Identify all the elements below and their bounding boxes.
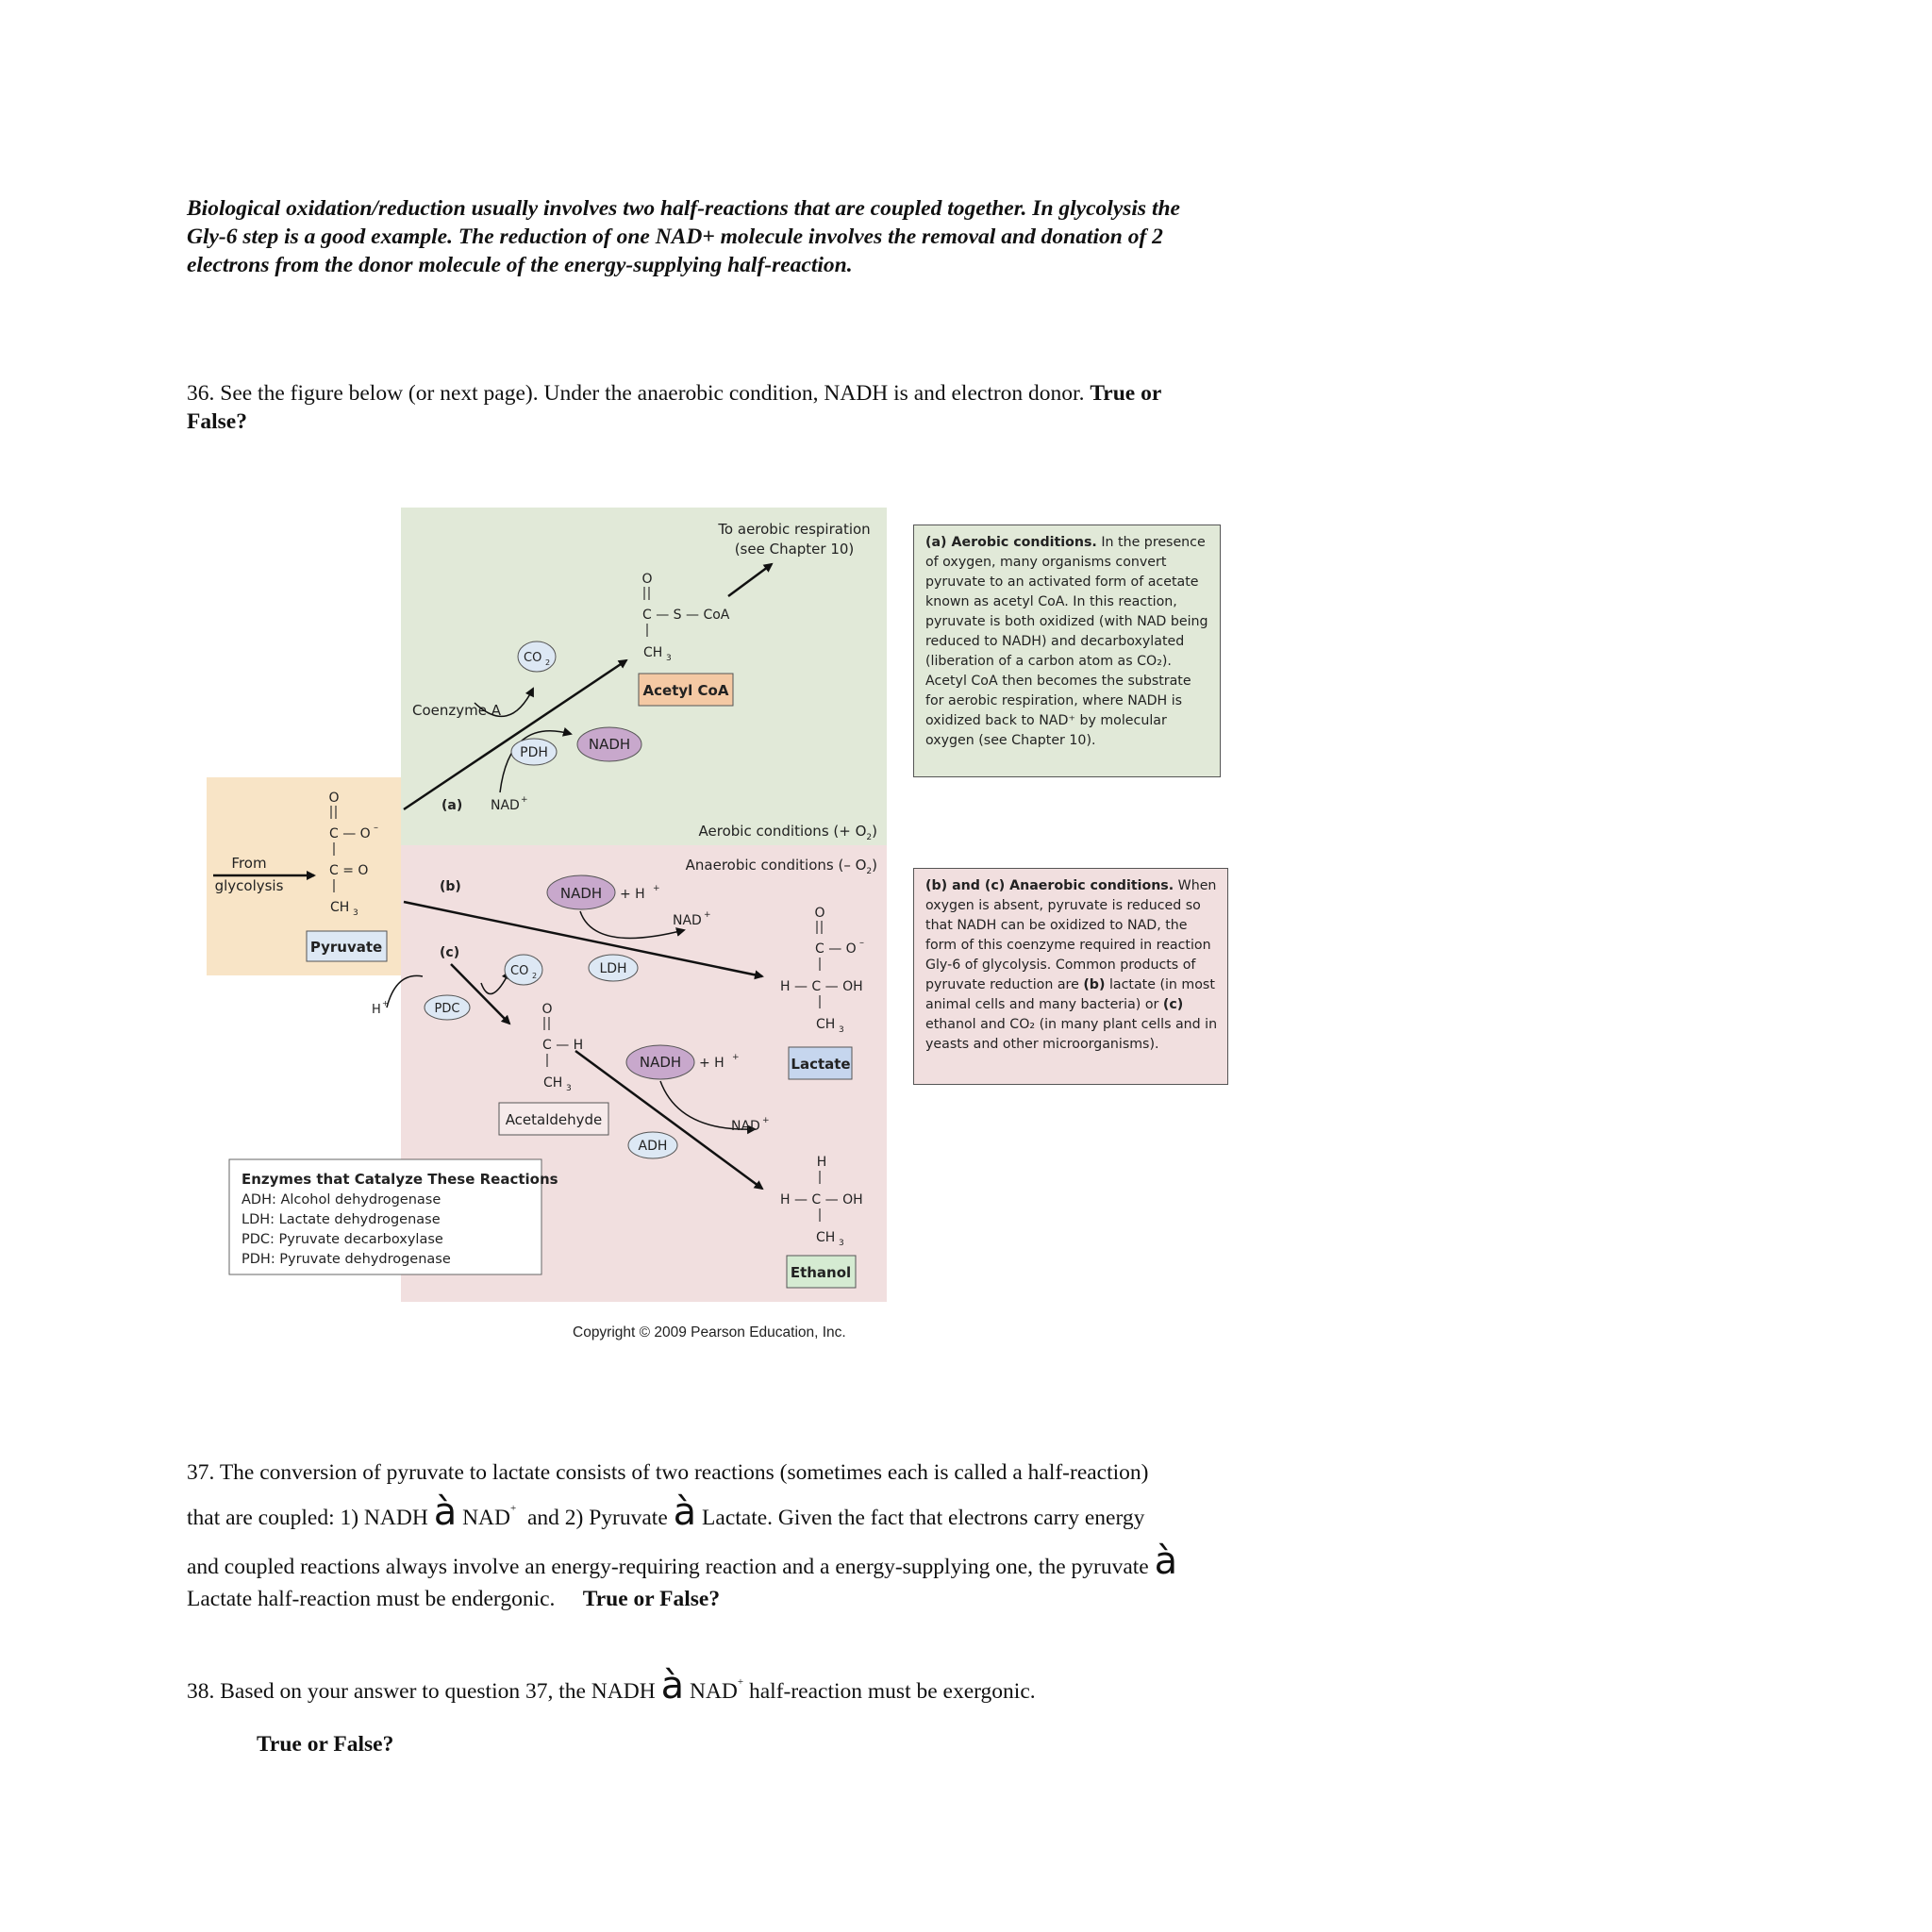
- svg-text:O: O: [541, 1002, 553, 1017]
- acetaldehyde-c-h: C — H: [542, 1038, 584, 1053]
- intro-line-3: electrons from the donor molecule of the energy-supplying half-reaction.: [187, 253, 853, 277]
- svg-text:+: +: [521, 795, 528, 805]
- coenzyme-a-label: Coenzyme A: [412, 702, 502, 719]
- arrow-a-icon: à: [433, 1491, 458, 1534]
- svg-text:3: 3: [566, 1084, 572, 1093]
- q37-line-1: 37. The conversion of pyruvate to lactate consists of two reactions (sometimes each is called a half-reaction): [187, 1460, 1149, 1485]
- svg-text:–: –: [374, 823, 378, 833]
- enzyme-pdc: PDC: Pyruvate decarboxylase: [242, 1232, 443, 1247]
- pdh-label: PDH: [520, 745, 548, 760]
- note-bc-heading: (b) and (c) Anaerobic conditions.: [925, 878, 1174, 893]
- q38-true-or-false: True or False?: [257, 1732, 394, 1757]
- nadh-top: NADH: [588, 736, 631, 753]
- nadh-lactate: NADH: [559, 885, 603, 902]
- pyr-o: O: [328, 791, 340, 806]
- question-38: 38. Based on your answer to question 37, the NADH à NAD+ half-reaction must be exergonic.: [187, 1664, 1036, 1707]
- q37-true-or-false: True or False?: [582, 1587, 721, 1611]
- svg-text:+ H: + H: [620, 887, 645, 902]
- anaerobic-conditions-label: Anaerobic conditions (– $O_2$): [685, 857, 877, 876]
- copyright: Copyright © 2009 Pearson Education, Inc.: [573, 1324, 846, 1341]
- acetaldehyde-label: Acetaldehyde: [505, 1111, 603, 1128]
- lactate-h-c-oh: H — C — OH: [780, 979, 863, 994]
- enzyme-adh: ADH: Alcohol dehydrogenase: [242, 1192, 441, 1208]
- to-aerobic-line1: To aerobic respiration: [718, 521, 871, 538]
- pdc-label: PDC: [434, 1002, 460, 1016]
- svg-text:O: O: [641, 572, 653, 587]
- q36-false: False?: [187, 409, 247, 434]
- svg-text:(a): (a): [441, 798, 463, 813]
- svg-text:(b): (b): [440, 879, 461, 894]
- note-a-heading: (a) Aerobic conditions.: [925, 535, 1097, 550]
- svg-text:CH: CH: [816, 1230, 836, 1245]
- question-37: 37. The conversion of pyruvate to lactate consists of two reactions (sometimes each is called a half-reaction) that are coupled: 1) NADH à NAD+ and 2) Pyruvate à Lactate. Given the fact that electrons carry energy and coupled reactions always involve an energy-requiring reaction and a energy-supplying one, the pyruvate à Lactate half-reaction must be endergonic. True or False?: [187, 1458, 1347, 1613]
- to-aerobic-line2: (see Chapter 10): [734, 541, 855, 558]
- svg-text:H: H: [816, 1155, 827, 1170]
- lactate-label: Lactate: [791, 1056, 851, 1073]
- co2-label-bottom: CO: [510, 964, 529, 978]
- svg-text:CH: CH: [643, 645, 663, 660]
- svg-text:3: 3: [839, 1239, 844, 1248]
- ethanol-label: Ethanol: [790, 1264, 852, 1281]
- enzymes-title: Enzymes that Catalyze These Reactions: [242, 1171, 558, 1188]
- svg-text:+: +: [704, 910, 711, 920]
- svg-text:2: 2: [545, 658, 551, 667]
- from-label: From: [231, 855, 267, 872]
- nadh-ethanol: NADH: [639, 1054, 682, 1071]
- svg-text:+: +: [653, 884, 660, 893]
- q36-true-or: True or: [1090, 381, 1162, 406]
- svg-text:–: –: [859, 938, 864, 948]
- note-aerobic: [913, 525, 1221, 777]
- svg-text:3: 3: [839, 1025, 844, 1035]
- svg-text:NAD: NAD: [491, 798, 520, 813]
- glycolysis-label: glycolysis: [214, 877, 284, 894]
- acetyl-c-s-coa: C — S — CoA: [642, 608, 730, 623]
- arrow-a-icon: à: [673, 1491, 697, 1534]
- ldh-label: LDH: [599, 961, 627, 976]
- intro-line-1: Biological oxidation/reduction usually involves two half-reactions that are coupled together. In glycolysis the: [187, 196, 1180, 221]
- svg-text:NAD: NAD: [731, 1119, 760, 1134]
- intro-paragraph: [187, 194, 1281, 279]
- svg-text:+: +: [762, 1116, 770, 1125]
- acetyl-coa-label: Acetyl CoA: [642, 682, 729, 699]
- svg-text:+ H: + H: [699, 1056, 724, 1071]
- q36-text: 36. See the figure below (or next page). Under the anaerobic condition, NADH is and electron donor.: [187, 381, 1085, 406]
- svg-text:CH: CH: [816, 1017, 836, 1032]
- svg-text:C — O: C — O: [815, 941, 857, 957]
- aerobic-conditions-label: Aerobic conditions (+ $O_2$): [698, 823, 877, 842]
- enzyme-ldh: LDH: Lactate dehydrogenase: [242, 1212, 441, 1227]
- svg-text:+: +: [732, 1053, 740, 1062]
- arrow-a-icon: à: [660, 1664, 685, 1707]
- note-a-text: In the presence of oxygen, many organisms convert pyruvate to an activated form of acetate known as acetyl CoA. In this reaction, pyruvate is both oxidized (with NAD being reduced to NADH) and decarboxylated (liberation of a carbon atom as CO₂). Acetyl CoA then becomes the substrate for aerobic respiration, where NADH is oxidized back to NAD⁺ by molecular oxygen (see Chapter 10).: [925, 535, 1208, 748]
- svg-text:(c): (c): [440, 945, 460, 960]
- svg-text:3: 3: [353, 908, 358, 918]
- question-36: [187, 379, 1319, 436]
- intro-line-2: Gly-6 step is a good example. The reduction of one NAD+ molecule involves the removal and donation of 2: [187, 225, 1163, 249]
- svg-text:CH: CH: [543, 1075, 563, 1091]
- svg-text:+: +: [382, 999, 389, 1008]
- svg-text:H: H: [372, 1003, 381, 1017]
- arrow-a-icon: à: [1154, 1540, 1178, 1583]
- note-anaerobic: (b) and (c) Anaerobic conditions. When oxygen is absent, pyruvate is reduced so that NADH can be oxidized to NAD, the form of this coenzyme required in reaction Gly-6 of glycolysis. Common products of pyruvate reduction are (b) lactate (in most animal cells and many bacteria) or (c) ethanol and CO₂ (in many plant cells and in yeasts and other microorganisms).: [913, 868, 1228, 1085]
- svg-text:O: O: [814, 906, 825, 921]
- svg-text:CH: CH: [330, 900, 350, 915]
- pyr-c-eq-o: C = O: [329, 863, 369, 878]
- ethanol-h-c-oh: H — C — OH: [780, 1192, 863, 1208]
- pyr-c-o-minus: C — O: [329, 826, 371, 841]
- svg-text:NAD: NAD: [673, 913, 702, 928]
- pyruvate-label: Pyruvate: [309, 939, 383, 956]
- co2-label-top: CO: [524, 651, 542, 665]
- adh-label: ADH: [638, 1139, 668, 1154]
- svg-text:3: 3: [666, 654, 672, 663]
- svg-text:2: 2: [532, 972, 538, 980]
- enzyme-pdh: PDH: Pyruvate dehydrogenase: [242, 1252, 451, 1267]
